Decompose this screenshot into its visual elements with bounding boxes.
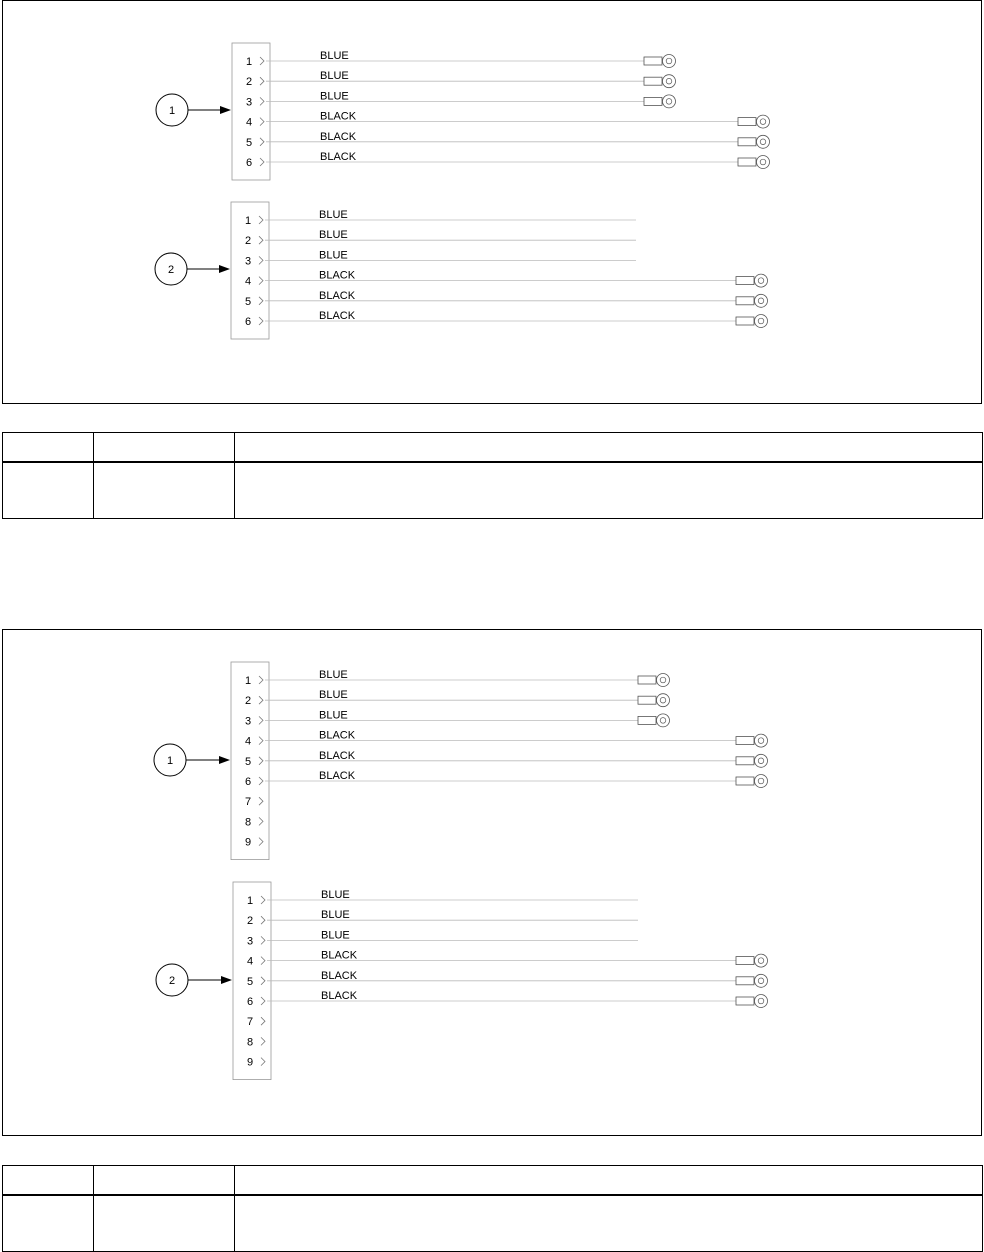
pin-number: 4 [245,735,252,748]
pin-number: 1 [245,675,252,687]
column-divider [234,433,235,518]
terminal-lug [736,737,754,745]
terminal-lug [736,297,754,305]
pin-number: 6 [246,157,253,169]
wire-color-label: BLACK [319,729,356,742]
wire-color-label: BLUE [319,669,348,681]
wire-color-label: BLUE [321,889,350,901]
detail-table-2 [2,1165,983,1252]
terminal-lug [736,977,754,985]
ring-hole [758,778,764,784]
table-header-row [3,433,982,463]
ring-hole [666,58,672,64]
ring-hole [760,119,766,125]
pin-number: 2 [247,915,254,928]
wire-color-label: BLACK [321,990,358,1002]
pin-number: 5 [247,975,254,988]
terminal-lug [736,777,754,785]
ring-hole [758,758,764,764]
column-divider [93,1166,94,1251]
arrow-icon [219,756,230,764]
wire-color-label: BLUE [320,70,349,83]
ring-hole [660,697,666,703]
ring-hole [758,738,764,744]
pin-number: 4 [246,116,253,129]
wire-color-label: BLUE [319,249,348,262]
terminal-lug [736,957,754,965]
ring-hole [758,278,764,284]
callout-number: 2 [168,975,176,987]
terminal-lug [736,997,754,1005]
column-divider [93,433,94,518]
wire-color-label: BLUE [321,909,350,922]
wire-color-label: BLACK [319,749,356,762]
column-divider [234,1166,235,1251]
wire-color-label: BLUE [320,50,349,62]
pin-number: 8 [247,1036,254,1049]
arrow-icon [219,265,230,273]
ring-hole [760,159,766,165]
wire-color-label: BLUE [319,229,348,242]
wire-color-label: BLACK [320,151,357,163]
terminal-lug [644,57,662,65]
terminal-lug [736,757,754,765]
table-header-row [3,1166,982,1196]
terminal-lug [738,158,756,166]
pin-number: 3 [245,715,252,728]
terminal-lug [738,138,756,146]
ring-hole [758,958,764,964]
pin-number: 2 [245,235,252,248]
terminal-lug [644,97,662,105]
connector-1 [154,662,768,860]
pin-number: 3 [247,935,254,948]
ring-hole [758,298,764,304]
pin-number: 1 [245,215,252,227]
pin-number: 7 [245,796,252,809]
connector-2 [155,202,768,339]
pin-number: 5 [245,295,252,308]
pin-number: 5 [246,136,253,149]
wiring-diagram-1 [3,1,983,405]
wire-color-label: BLUE [319,709,348,722]
ring-hole [660,718,666,724]
wire-color-label: BLUE [320,90,349,103]
ring-hole [758,318,764,324]
wire-color-label: BLACK [320,110,357,123]
wire-color-label: BLACK [321,949,358,962]
terminal-lug [738,118,756,126]
terminal-lug [638,716,656,724]
wire-color-label: BLACK [319,310,356,322]
terminal-lug [736,317,754,325]
wiring-diagram-2 [3,630,983,1137]
wire-color-label: BLACK [319,770,356,782]
terminal-lug [638,676,656,684]
pin-number: 3 [246,96,253,109]
pin-number: 9 [247,1056,254,1069]
pin-number: 9 [245,836,252,849]
pin-number: 8 [245,816,252,829]
pin-number: 5 [245,755,252,768]
terminal-lug [638,696,656,704]
wire-color-label: BLUE [321,929,350,942]
pin-number: 6 [245,776,252,788]
ring-hole [758,998,764,1004]
terminal-lug [644,77,662,85]
ring-hole [666,78,672,84]
pin-number: 6 [247,996,254,1008]
wiring-diagram-panel-1 [2,0,982,404]
connector-1 [156,43,770,180]
arrow-icon [220,106,231,114]
ring-hole [760,139,766,145]
wire-color-label: BLUE [319,209,348,221]
pin-number: 7 [247,1016,254,1029]
wire-color-label: BLACK [321,969,358,982]
ring-hole [660,677,666,683]
pin-number: 1 [247,895,254,907]
pin-number: 4 [247,955,254,968]
wire-color-label: BLACK [319,269,356,282]
arrow-icon [221,976,232,984]
detail-table-1 [2,432,983,519]
callout-number: 1 [166,755,174,767]
wire-color-label: BLACK [320,130,357,143]
callout-number: 2 [167,264,175,276]
ring-hole [666,99,672,105]
wire-color-label: BLUE [319,689,348,702]
terminal-lug [736,277,754,285]
wiring-diagram-panel-2 [2,629,982,1136]
pin-number: 3 [245,255,252,268]
pin-number: 2 [245,695,252,708]
pin-number: 4 [245,275,252,288]
callout-number: 1 [168,105,176,117]
wire-color-label: BLACK [319,289,356,302]
connector-2 [156,882,768,1080]
pin-number: 1 [246,56,253,68]
pin-number: 6 [245,316,252,328]
pin-number: 2 [246,76,253,89]
ring-hole [758,978,764,984]
